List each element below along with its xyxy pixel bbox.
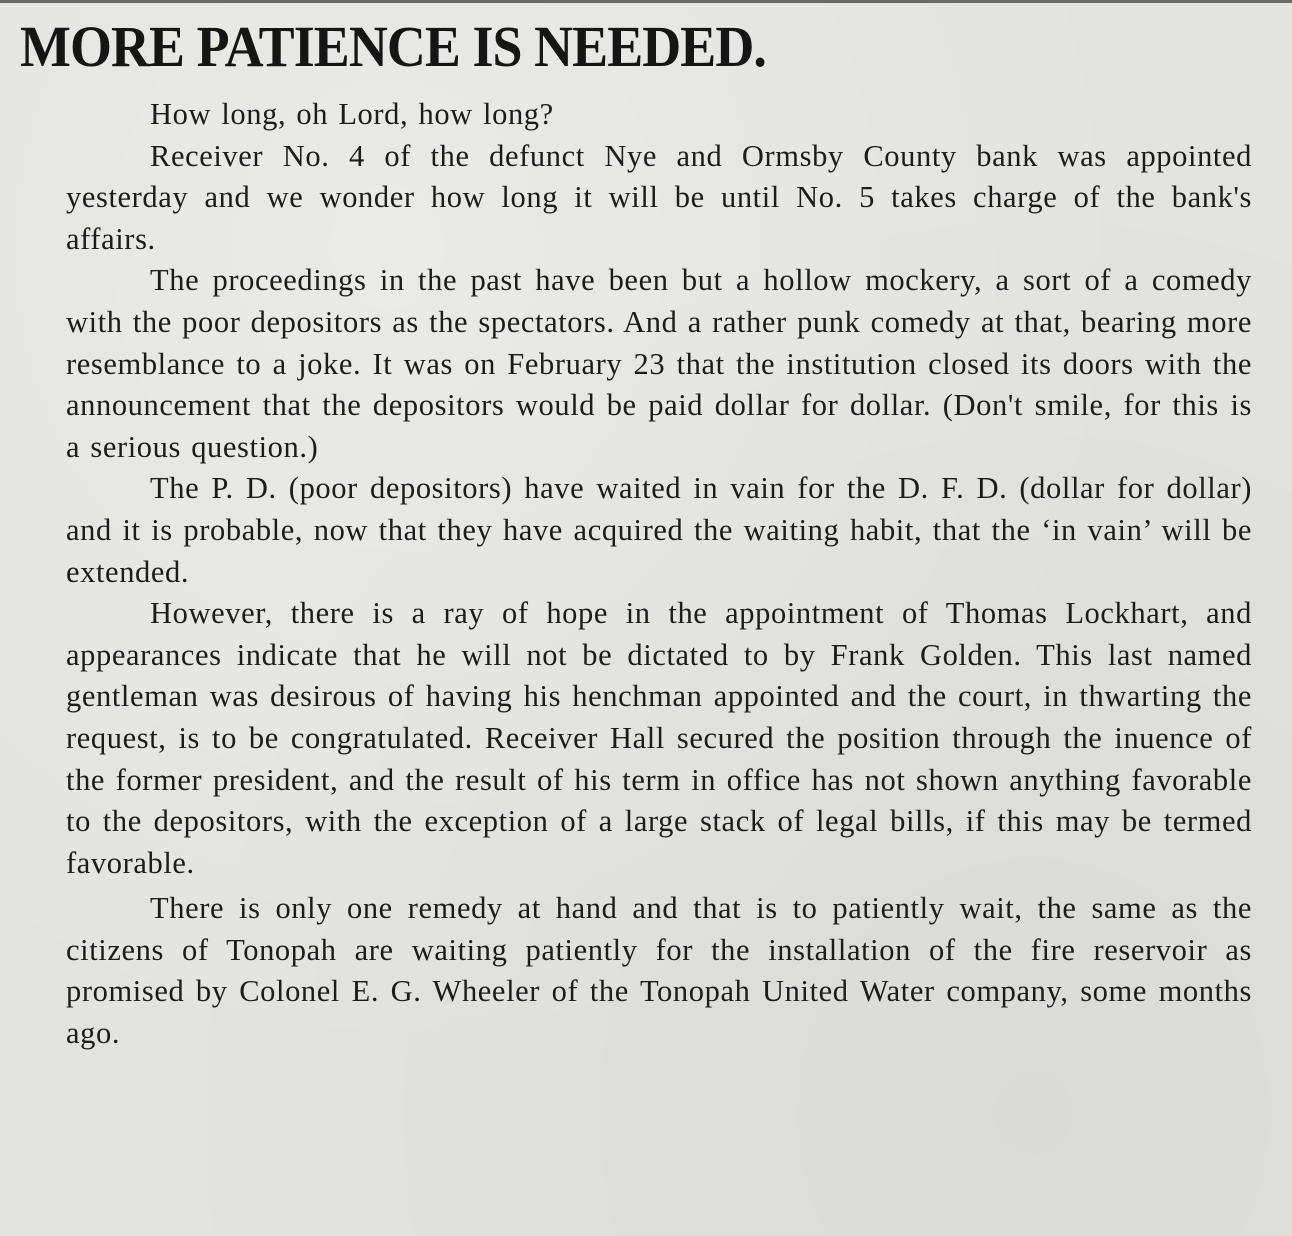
top-rule: [0, 0, 1292, 3]
paragraph-4: The P. D. (poor depositors) have waited in vain for the D. F. D. (dollar for dollar) and it is probable, now that they have acquired the waiting habit, that the ‘in vain’ will be extended.: [66, 471, 1252, 589]
paragraph-2: Receiver No. 4 of the defunct Nye and Ormsby County bank was appointed yesterday and we wonder how long it will be until No. 5 takes charge of the bank's affairs.: [66, 138, 1252, 256]
paragraph-6: There is only one remedy at hand and that is to patiently wait, the same as the citizens of Tonopah are waiting patiently for the installation of the fire reservoir as promised by Colonel E. G. Wheeler of the Tonopah United Water company, some months ago.: [66, 891, 1252, 1051]
paragraph-1: How long, oh Lord, how long?: [150, 97, 554, 131]
headline: MORE PATIENCE IS NEEDED.: [20, 14, 766, 79]
paragraph-5: However, there is a ray of hope in the appointment of Thomas Lockhart, and appearances indicate that he will not be dictated to by Frank Golden. This last named gentleman was desirous of having his henchman appointed and the court, in thwarting the request, is to be congratulated. Receiver Hall secured the position through the inuence of the former president, and the result of his term in office has not shown anything favorable to the depositors, with the exception of a large stack of legal bills, if this may be termed favorable.: [66, 596, 1252, 880]
article-body: [66, 94, 1252, 1055]
paragraph-3: The proceedings in the past have been but a hollow mockery, a sort of a comedy with the poor depositors as the spectators. And a rather punk comedy at that, bearing more resemblance to a joke. It was on February 23 that the institution closed its doors with the announcement that the depositors would be paid dollar for dollar. (Don't smile, for this is a serious question.): [66, 263, 1252, 464]
